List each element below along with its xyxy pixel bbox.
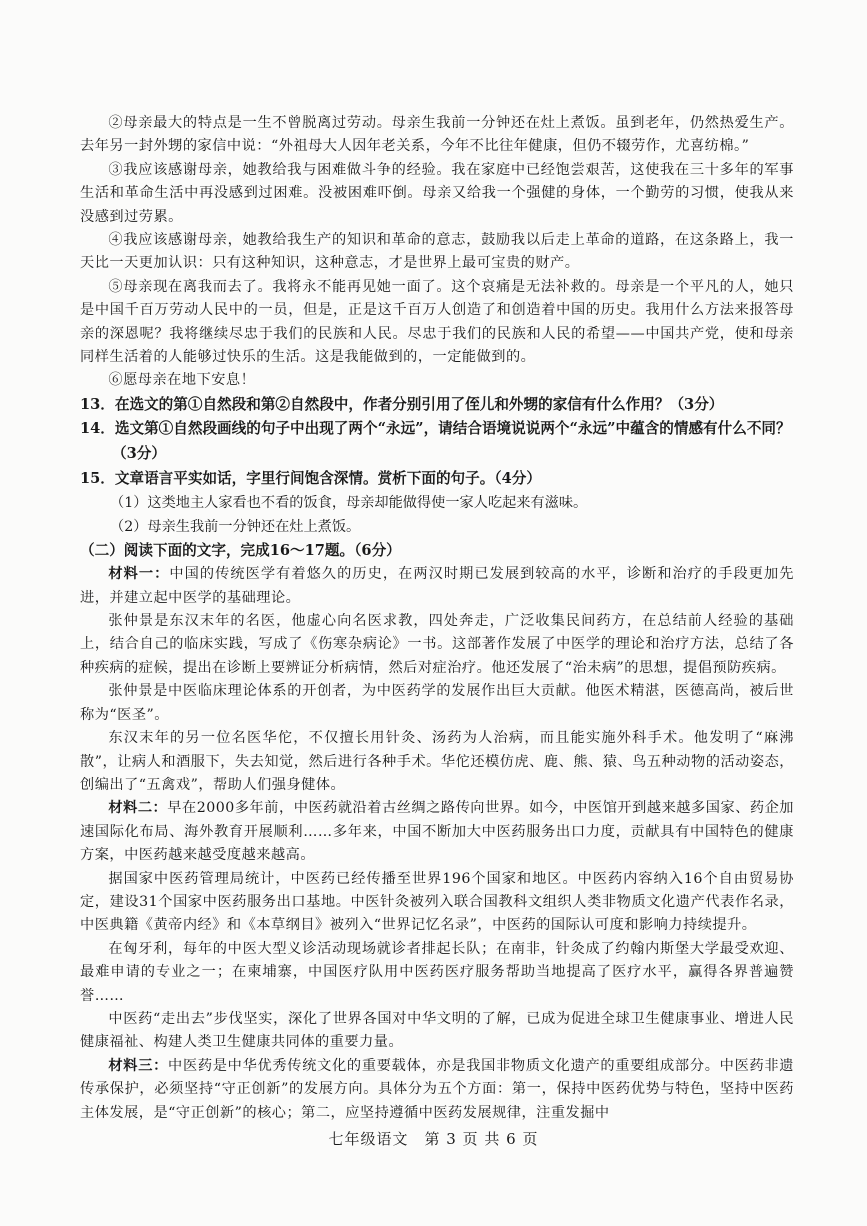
material-1-paragraph-1 [80,563,794,610]
material-2-paragraph-2: 据国家中医药管理局统计，中医药已经传播至世界196个国家和地区。中医药内容纳入16个自由贸易协定，建设31个国家中医药服务出口基地。中医针灸被列入联合国教科文组织人类非物质文化遗产代表作名录，中医典籍《黄帝内经》和《本草纲目》被列入“世界记忆名录”，中医药的国际认可度和影响力持续提升。 [80,870,794,934]
page-footer: 七年级语文 第 3 页 共 6 页 [328,1130,539,1148]
material-1-paragraph-3: 张仲景是中医临床理论体系的开创者，为中医药学的发展作出巨大贡献。他医术精湛，医德高尚，被后世称为“医圣”。 [80,683,794,723]
material-1-paragraph-2: 张仲景是东汉末年的名医，他虚心向名医求教，四处奔走，广泛收集民间药方，在总结前人经验的基础上，结合自己的临床实践，写成了《伤寒杂病论》一书。这部著作发展了中医学的理论和治疗方法，总结了各种疾病的症候，提出在诊断上要辨证分析病情，然后对症治疗。他还发展了“治未病”的思想，提倡预防疾病。 [80,613,794,676]
question-14: 14．选文第①自然段画线的句子中出现了两个“永远”，请结合语境说说两个“永远”中蕴含的情感有什么不同？（3分） [80,420,791,463]
material-1-text-1: 中国的传统医学有着悠久的历史，在两汉时期已发展到较高的水平，诊断和治疗的手段更加先进，并建立起中医学的基础理论。 [80,566,794,606]
page-content [80,112,794,1125]
material-2-label: 材料二： [108,800,168,817]
paragraph-6: ⑥愿母亲在地下安息！ [108,372,256,389]
paragraph-3: ③我应该感谢母亲，她教给我与困难做斗争的经验。我在家庭中已经饱尝艰苦，这使我在三十多年的军事生活和革命生活中再没感到过困难。没被困难吓倒。母亲又给我一个强健的身体，一个勤劳的习惯，使我从来没感到过劳累。 [80,161,794,225]
paragraph-2: ②母亲最大的特点是一生不曾脱离过劳动。母亲生我前一分钟还在灶上煮饭。虽到老年，仍然热爱生产。去年另一封外甥的家信中说：“外祖母大人因年老关系，今年不比往年健康，但仍不辍劳作，尤喜纺棉。” [80,115,794,155]
paragraph-4: ④我应该感谢母亲，她教给我生产的知识和革命的意志，鼓励我以后走上革命的道路，在这条路上，我一天比一天更加认识：只有这种知识，这种意志，才是世界上最可宝贵的财产。 [80,232,794,272]
material-1-label: 材料一： [108,566,170,583]
material-3-text-1: 中医药是中华优秀传统文化的重要载体，亦是我国非物质文化遗产的重要组成部分。中医药非遗传承保护，必须坚持“守正创新”的发展方向。具体分为五个方面：第一，保持中医药优势与特色，坚持中医药主体发展，是“守正创新”的核心；第二，应坚持遵循中医药发展规律，注重发掘中 [80,1057,794,1121]
material-2-paragraph-3: 在匈牙利，每年的中医大型义诊活动现场就诊者排起长队；在南非，针灸成了约翰内斯堡大学最受欢迎、最难申请的专业之一；在柬埔寨，中国医疗队用中医药医疗服务帮助当地提高了医疗水平，赢得各界普遍赞誉…… [80,940,794,1004]
section-heading: （二）阅读下面的文字，完成16～17题。（6分） [80,542,401,560]
material-1-paragraph-4: 东汉末年的另一位名医华佗，不仅擅长用针灸、汤药为人治病，而且能实施外科手术。他发明了“麻沸散”，让病人和酒服下，失去知觉，然后进行各种手术。华佗还模仿虎、鹿、熊、猿、鸟五种动物的活动姿态，创编出了“五禽戏”，帮助人们强身健体。 [80,730,794,793]
material-3-label: 材料三： [108,1057,169,1074]
material-2-text-1: 早在2000多年前，中医药就沿着古丝绸之路传向世界。如今，中医馆开到越来越多国家、药企加速国际化布局、海外教育开展顺利……多年来，中国不断加大中医药服务出口力度，贡献具有中国特色的健康方案，中医药越来越受度越来越高。 [80,800,794,864]
question-15-item-1: （1）这类地主人家看也不看的饭食，母亲却能做得使一家人吃起来有滋味。 [110,495,588,512]
material-3-paragraph-1 [80,1055,794,1125]
question-13: 13．在选文的第①自然段和第②自然段中，作者分别引用了侄儿和外甥的家信有什么作用？（3分） [80,395,724,413]
material-2-paragraph-1 [80,797,794,867]
material-2-paragraph-4: 中医药“走出去”步伐坚实，深化了世界各国对中华文明的了解，已成为促进全球卫生健康事业、增进人民健康福祉、构建人类卫生健康共同体的重要力量。 [80,1010,794,1051]
paragraph-5: ⑤母亲现在离我而去了。我将永不能再见她一面了。这个哀痛是无法补救的。母亲是一个平凡的人，她只是中国千百万劳动人民中的一员，但是，正是这千百万人创造了和创造着中国的历史。我用什么方法来报答母亲的深恩呢？我将继续尽忠于我们的民族和人民。尽忠于我们的民族和人民的希望——中国共产党，使和母亲同样生活着的人能够过快乐的生活。这是我能做到的，一定能做到的。 [80,278,794,366]
question-15: 15．文章语言平实如话，字里行间饱含深情。赏析下面的句子。（4分） [80,469,541,487]
question-15-item-2: （2）母亲生我前一分钟还在灶上煮饭。 [110,519,361,536]
